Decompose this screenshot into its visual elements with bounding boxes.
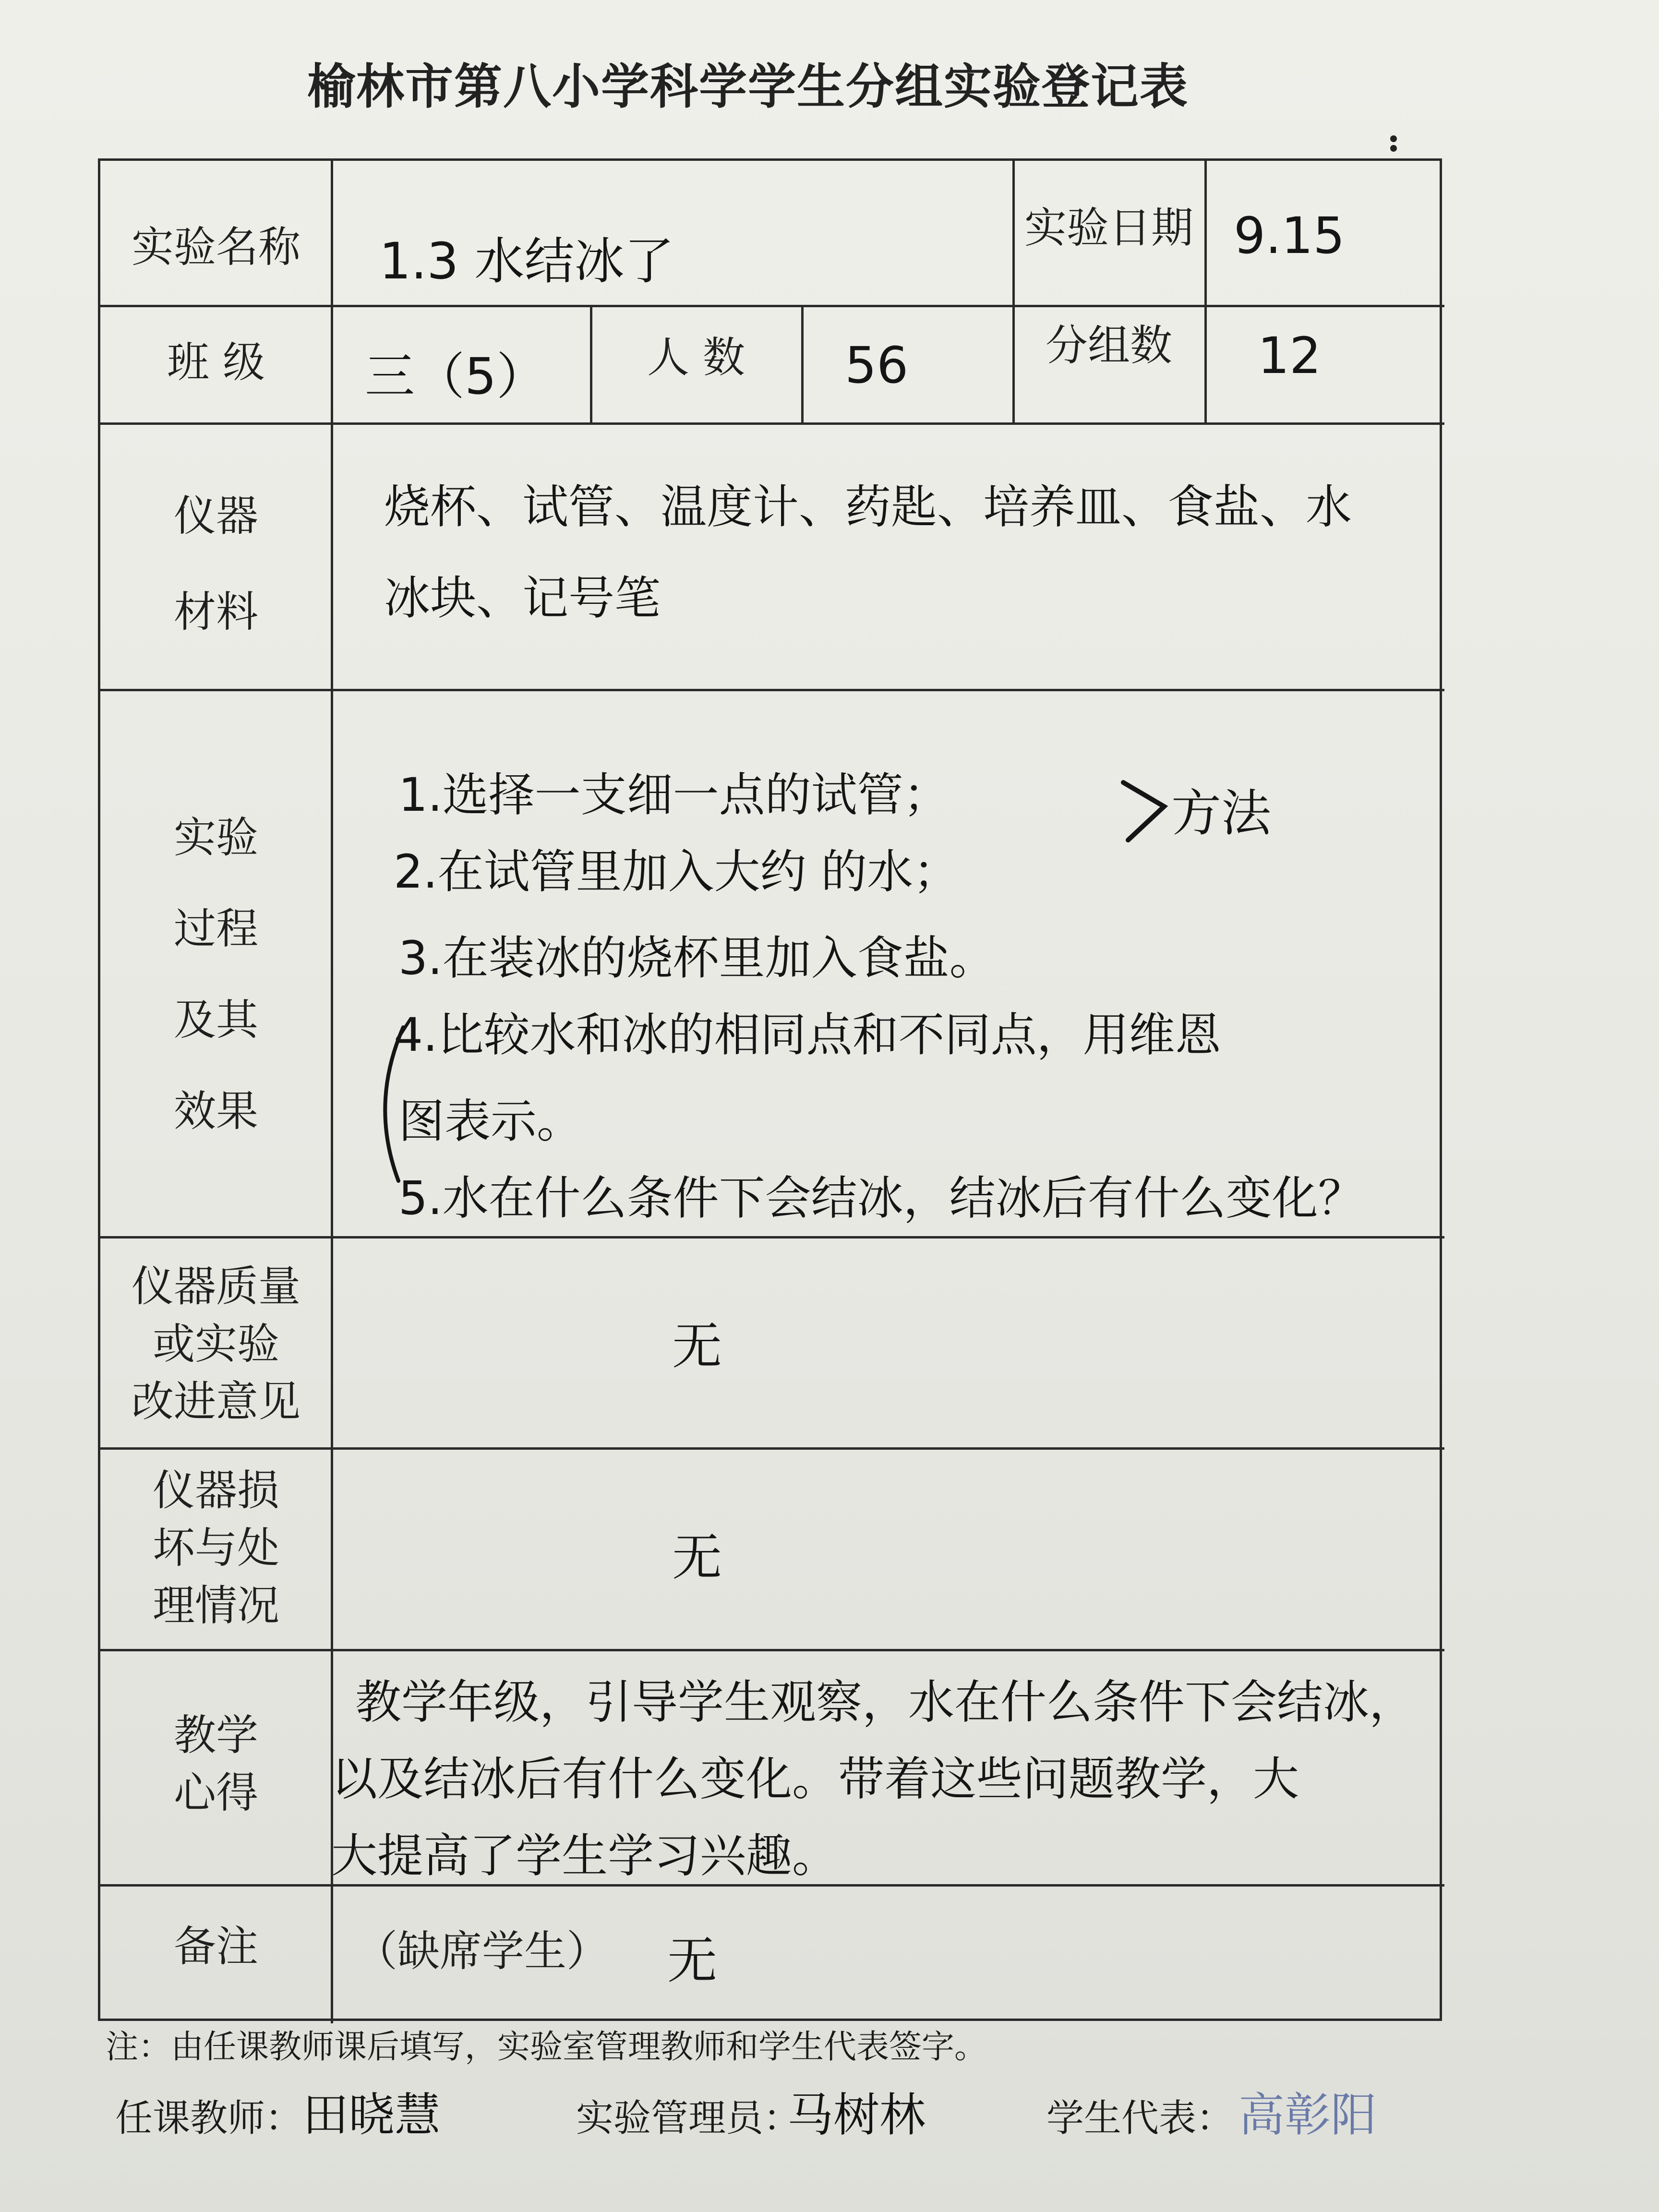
quality-label-line1: 仪器质量 bbox=[131, 1262, 301, 1311]
process-step-4-cont: 图表示。 bbox=[398, 1094, 583, 1148]
process-label-line4: 效果 bbox=[173, 1086, 258, 1136]
form-title: 榆林市第八小学科学学生分组实验登记表 bbox=[307, 58, 1189, 115]
equipment-value-line2: 冰块、记号笔 bbox=[384, 571, 661, 625]
quality-label-line2: 或实验 bbox=[152, 1319, 279, 1369]
row-divider bbox=[100, 422, 1444, 425]
row-divider bbox=[100, 1236, 1444, 1238]
remarks-label: 备注 bbox=[173, 1922, 258, 1971]
student-signature: 高彰阳 bbox=[1238, 2088, 1377, 2142]
process-step-2: 2.在试管里加入大约 的水； bbox=[394, 845, 960, 899]
people-value: 56 bbox=[845, 336, 909, 395]
groups-value: 12 bbox=[1258, 326, 1322, 385]
footer-note: 注：由任课教师课后填写，实验室管理教师和学生代表签字。 bbox=[106, 2028, 987, 2066]
row-divider bbox=[100, 1649, 1444, 1651]
experiment-name-label: 实验名称 bbox=[131, 222, 301, 272]
damage-value: 无 bbox=[672, 1528, 722, 1587]
equipment-label-line2: 材料 bbox=[173, 587, 258, 637]
quality-label-line3: 改进意见 bbox=[131, 1377, 301, 1426]
teaching-label-line1: 教学 bbox=[173, 1710, 258, 1760]
column-divider bbox=[1204, 161, 1207, 422]
corner-mark bbox=[1390, 145, 1397, 152]
method-side-note: 方法 bbox=[1171, 784, 1272, 842]
teaching-label-line2: 心得 bbox=[173, 1768, 258, 1817]
experiment-date-value: 9.15 bbox=[1234, 206, 1345, 265]
row-divider bbox=[100, 689, 1444, 691]
column-divider bbox=[1012, 161, 1015, 422]
remarks-value: 无 bbox=[667, 1931, 718, 1990]
process-step-3: 3.在装冰的烧杯里加入食盐。 bbox=[398, 931, 996, 985]
curved-arrow-mark bbox=[365, 1018, 422, 1190]
experiment-date-label: 实验日期 bbox=[1024, 203, 1193, 252]
process-step-1: 1.选择一支细一点的试管； bbox=[398, 768, 950, 822]
equipment-label-line1: 仪器 bbox=[173, 491, 258, 541]
corner-mark bbox=[1390, 135, 1397, 142]
student-label: 学生代表： bbox=[1046, 2097, 1234, 2140]
groups-label: 分组数 bbox=[1045, 321, 1172, 370]
teaching-value-line1: 教学年级，引导学生观察，水在什么条件下会结冰， bbox=[355, 1675, 1415, 1729]
teaching-value-line3: 大提高了学生学习兴趣。 bbox=[331, 1829, 838, 1883]
process-label-line1: 实验 bbox=[173, 813, 258, 862]
damage-label-line1: 仪器损 bbox=[152, 1466, 279, 1515]
teaching-value-line2: 以及结冰后有什么变化。带着这些问题教学，大 bbox=[331, 1752, 1299, 1806]
damage-label-line2: 坏与处 bbox=[152, 1523, 279, 1573]
quality-value: 无 bbox=[672, 1317, 722, 1375]
damage-label-line3: 理情况 bbox=[152, 1581, 279, 1630]
teacher-label: 任课教师： bbox=[115, 2097, 303, 2140]
process-label-line3: 及其 bbox=[173, 995, 258, 1045]
row-divider bbox=[100, 1447, 1444, 1450]
process-step-5: 5.水在什么条件下会结冰，结冰后有什么变化？ bbox=[398, 1171, 1364, 1225]
admin-signature: 马树林 bbox=[787, 2088, 926, 2142]
teacher-signature: 田晓慧 bbox=[302, 2088, 441, 2142]
class-value: 三（5） bbox=[365, 347, 547, 406]
remarks-prefix: （缺席学生） bbox=[355, 1926, 609, 1976]
admin-label: 实验管理员： bbox=[576, 2097, 801, 2140]
bracket-mark bbox=[1118, 773, 1176, 850]
process-label-line2: 过程 bbox=[173, 904, 258, 953]
process-step-4: 4.比较水和冰的相同点和不同点，用维恩 bbox=[394, 1008, 1221, 1062]
people-label: 人 数 bbox=[647, 333, 745, 382]
class-label: 班 级 bbox=[167, 337, 265, 387]
row-divider bbox=[100, 305, 1444, 307]
equipment-value-line1: 烧杯、试管、温度计、药匙、培养皿、食盐、水 bbox=[384, 480, 1352, 534]
experiment-name-value: 1.3 水结冰了 bbox=[379, 232, 674, 290]
